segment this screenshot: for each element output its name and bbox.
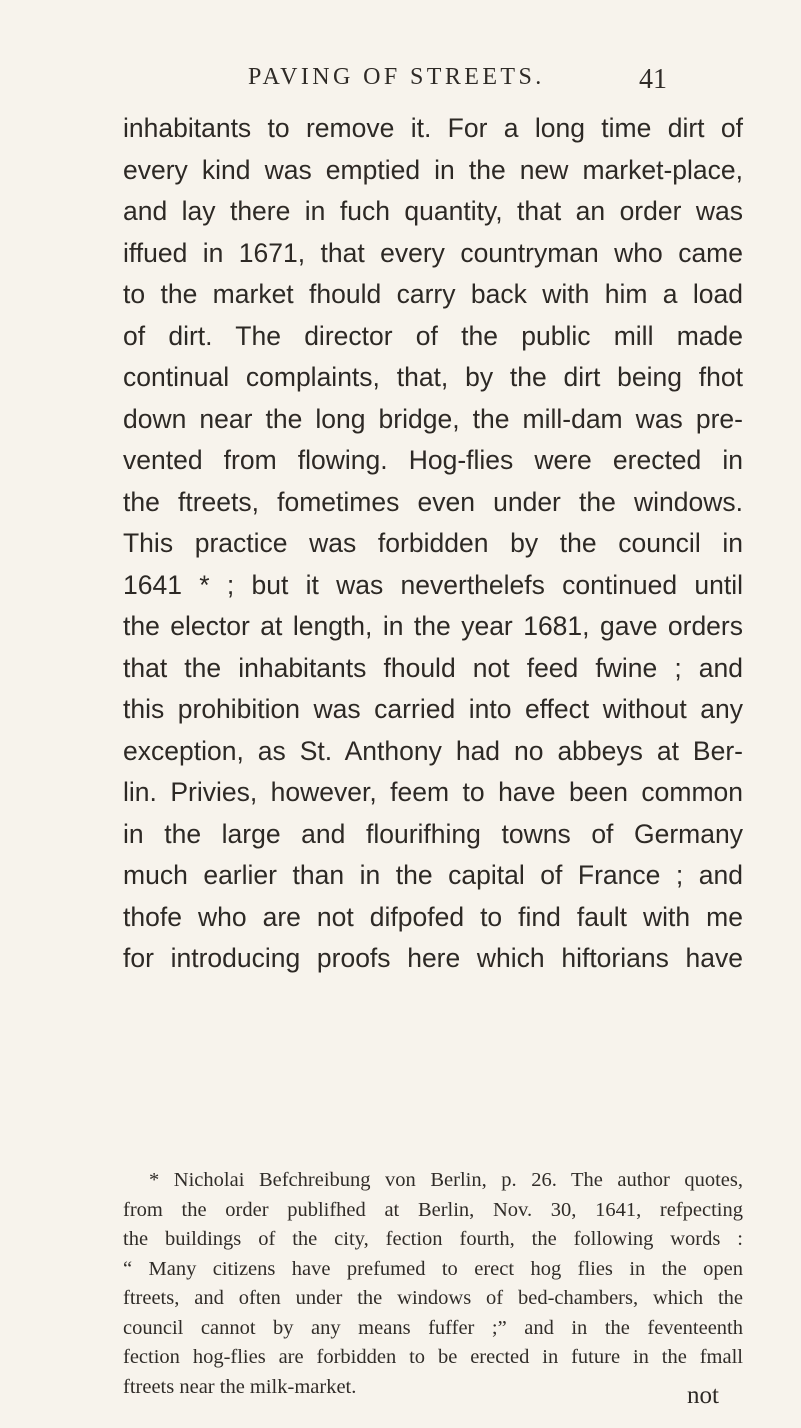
body-line: exception, as St. Anthony had no abbeys at Ber- [123,735,743,766]
body-line: the ftreets, fometimes even under the windows. [123,486,743,517]
body-line: in the large and flourifhing towns of Germany [123,818,743,849]
footnote-line: the buildings of the city, fection fourth, the following words : [123,1228,743,1250]
body-line: thofe who are not difpofed to find fault with me [123,901,743,932]
body-line: of dirt. The director of the public mill made [123,320,743,351]
body-line: lin. Privies, however, feem to have been common [123,777,743,807]
body-line: every kind was emptied in the new market-place, [123,154,743,185]
body-text [123,108,743,980]
body-line: vented from flowing. Hog-flies were erected in [123,445,743,475]
running-title: PAVING OF STREETS. [248,64,545,90]
body-line: and lay there in fuch quantity, that an order was [123,196,743,226]
footnote [123,1166,743,1402]
body-line: iffued in 1671, that every countryman who came [123,237,743,268]
body-line: to the market fhould carry back with him a load [123,279,743,309]
catchword: not [687,1382,719,1409]
body-line: down near the long bridge, the mill-dam was pre- [123,403,743,434]
body-line: for introducing proofs here which hiftorians have [123,943,743,973]
body-line: the elector at length, in the year 1681, gave orders [123,611,743,641]
footnote-line: from the order publifhed at Berlin, Nov. 30, 1641, refpecting [123,1198,743,1221]
page-number: 41 [639,64,667,95]
footnote-line: * Nicholai Befchreibung von Berlin, p. 26. The author quotes, [149,1169,743,1191]
body-line: This practice was forbidden by the council in [123,528,743,558]
footnote-line: council cannot by any means fuffer ;” and in the feventeenth [123,1316,743,1339]
body-line: inhabitants to remove it. For a long time dirt of [123,113,743,143]
body-line: 1641 * ; but it was neverthelefs continued until [123,569,743,600]
footnote-line: fection hog-flies are forbidden to be erected in future in the fmall [123,1346,743,1368]
running-head [0,64,801,104]
footnote-line: ftreets, and often under the windows of bed-chambers, which the [123,1287,743,1309]
footnote-line: ftreets near the milk-market. [123,1375,357,1398]
body-line: this prohibition was carried into effect without any [123,694,743,724]
body-line: that the inhabitants fhould not feed fwine ; and [123,652,743,683]
footnote-line: “ Many citizens have prefumed to erect hog flies in the open [123,1257,743,1280]
body-line: much earlier than in the capital of France ; and [123,860,743,890]
body-line: continual complaints, that, by the dirt being fhot [123,362,743,392]
